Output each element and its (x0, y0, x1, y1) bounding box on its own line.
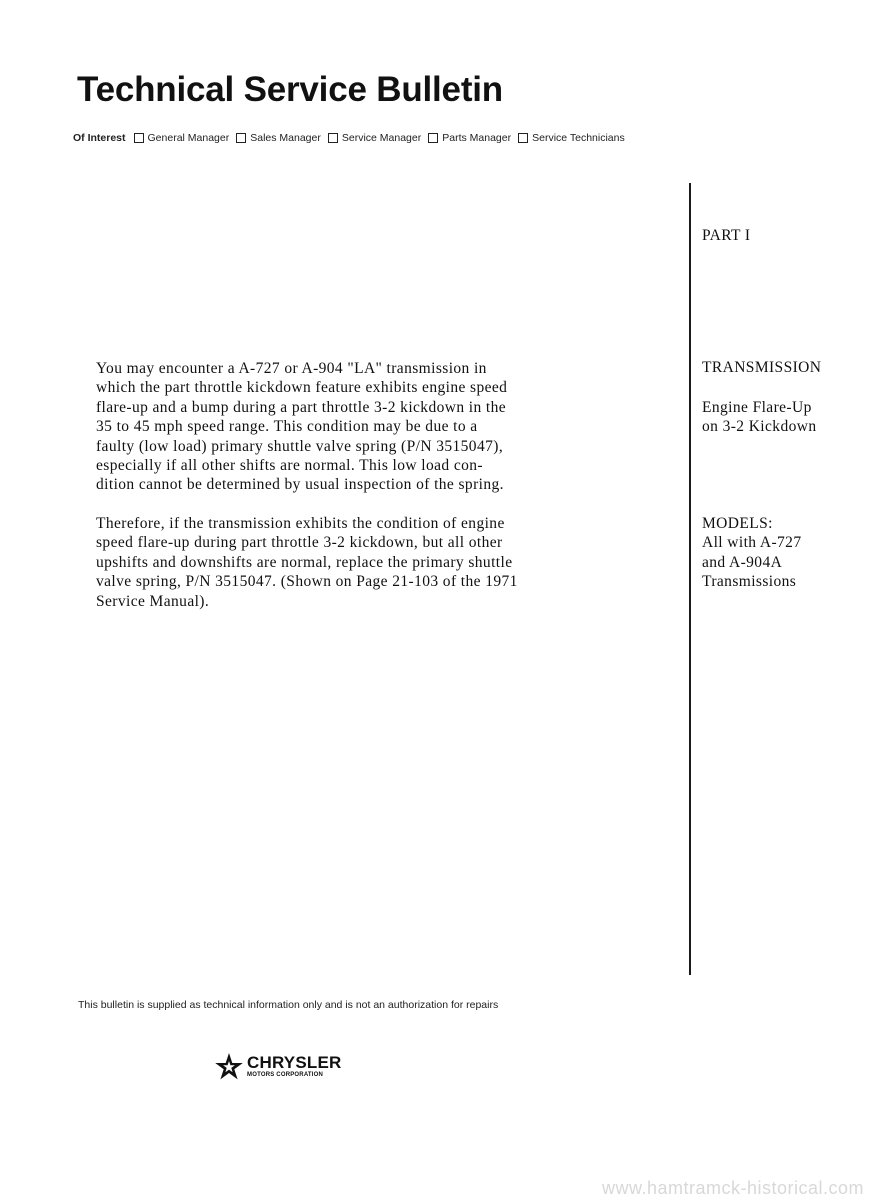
body-line: dition cannot be determined by usual inspection of the spring. (96, 476, 504, 494)
interest-item-general-manager[interactable] (134, 132, 230, 144)
interest-row (73, 132, 632, 144)
body-line: Service Manual). (96, 592, 210, 610)
checkbox-icon[interactable] (518, 133, 528, 143)
sidebar-topic-line: Engine Flare-Up (702, 399, 812, 416)
interest-item-service-technicians[interactable] (518, 132, 625, 144)
sidebar-models-line: Transmissions (702, 573, 797, 591)
body-line: upshifts and downshifts are normal, replace the primary shuttle (96, 553, 513, 571)
sidebar-topic (702, 398, 862, 437)
body-line: which the part throttle kickdown feature exhibits engine speed (96, 379, 508, 397)
body-line: valve spring, P/N 3515047. (Shown on Page 21-103 of the 1971 (96, 573, 518, 591)
checkbox-icon[interactable] (236, 133, 246, 143)
checkbox-icon[interactable] (428, 133, 438, 143)
interest-item-parts-manager[interactable] (428, 132, 511, 144)
interest-item-label: Service Manager (341, 132, 422, 144)
body-line: flare-up and a bump during a part throttle 3-2 kickdown in the (96, 398, 507, 416)
disclaimer-note: This bulletin is supplied as technical information only and is not an authorization for repairs (78, 999, 499, 1011)
sidebar-models (702, 514, 862, 592)
sidebar-models-line: All with A-727 (702, 534, 802, 552)
logo-subtitle: MOTORS CORPORATION (247, 1072, 324, 1078)
interest-item-label: General Manager (147, 132, 230, 144)
bulletin-title: Technical Service Bulletin (77, 70, 503, 109)
interest-item-label: Sales Manager (250, 132, 321, 144)
watermark: www.hamtramck-historical.com (601, 1178, 864, 1198)
pentastar-icon (214, 1052, 244, 1082)
checkbox-icon[interactable] (328, 133, 338, 143)
sidebar-part: PART I (702, 227, 751, 244)
interest-item-label: Service Technicians (532, 132, 625, 144)
checkbox-icon[interactable] (134, 133, 144, 143)
body-line: 35 to 45 mph speed range. This condition may be due to a (96, 418, 478, 436)
body-paragraph-2 (96, 514, 676, 611)
interest-item-label: Parts Manager (442, 132, 512, 144)
interest-item-service-manager[interactable] (328, 132, 421, 144)
body-line: Therefore, if the transmission exhibits the condition of engine (96, 515, 505, 532)
body-line: You may encounter a A-727 or A-904 "LA" transmission in (96, 360, 487, 377)
body-line: especially if all other shifts are normal. This low load con- (96, 457, 483, 475)
body-line: faulty (low load) primary shuttle valve spring (P/N 3515047), (96, 437, 504, 455)
body-line: speed flare-up during part throttle 3-2 kickdown, but all other (96, 534, 503, 552)
sidebar-category: TRANSMISSION (702, 359, 822, 376)
sidebar-topic-line: on 3-2 Kickdown (702, 418, 817, 436)
interest-label: Of Interest (73, 132, 126, 144)
column-divider (689, 183, 691, 975)
body-paragraph-1 (96, 359, 676, 495)
interest-item-sales-manager[interactable] (236, 132, 321, 144)
chrysler-logo (214, 1052, 341, 1082)
sidebar-models-heading: MODELS: (702, 515, 773, 532)
sidebar-models-line: and A-904A (702, 553, 783, 571)
logo-name: CHRYSLER (247, 1053, 342, 1072)
